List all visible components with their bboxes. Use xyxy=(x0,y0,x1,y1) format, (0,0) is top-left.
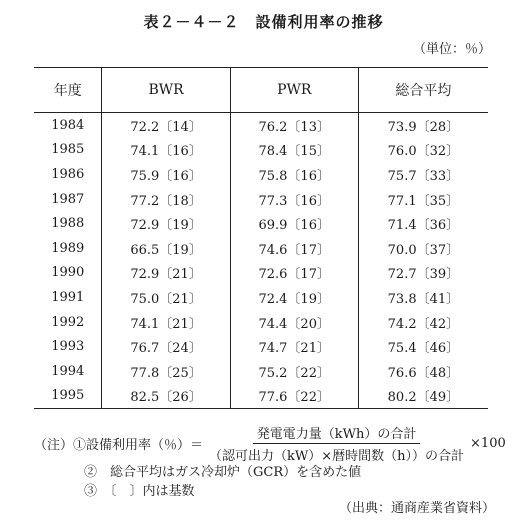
cell-pwr: 72.4〔19〕 xyxy=(230,285,358,310)
table-row xyxy=(34,162,488,187)
table-header-row xyxy=(34,68,488,113)
cell-average: 73.9〔28〕 xyxy=(358,113,488,138)
cell-pwr: 69.9〔16〕 xyxy=(230,211,358,236)
cell-bwr: 75.0〔21〕 xyxy=(102,285,230,310)
note-1-prefix: （注）①設備利用率（％）＝ xyxy=(34,438,204,453)
utilization-table xyxy=(34,67,488,409)
cell-average: 70.0〔37〕 xyxy=(358,236,488,261)
cell-pwr: 74.4〔20〕 xyxy=(230,310,358,335)
cell-average: 80.2〔49〕 xyxy=(358,384,488,409)
table-row xyxy=(34,285,488,310)
table-row xyxy=(34,261,488,286)
cell-bwr: 77.8〔25〕 xyxy=(102,359,230,384)
cell-year: 1984 xyxy=(51,117,85,133)
cell-pwr: 72.6〔17〕 xyxy=(230,261,358,286)
cell-year: 1992 xyxy=(51,314,85,330)
table-row xyxy=(34,310,488,335)
cell-bwr: 74.1〔16〕 xyxy=(102,138,230,163)
cell-pwr: 78.4〔15〕 xyxy=(230,138,358,163)
table-row xyxy=(34,113,488,138)
cell-bwr: 77.2〔18〕 xyxy=(102,187,230,212)
cell-bwr: 82.5〔26〕 xyxy=(102,384,230,409)
note-2: ② 総合平均はガス冷却炉（GCR）を含めた値 xyxy=(84,465,362,480)
cell-year: 1985 xyxy=(51,142,85,158)
cell-pwr: 75.2〔22〕 xyxy=(230,359,358,384)
cell-average: 76.0〔32〕 xyxy=(358,138,488,163)
table-row xyxy=(34,138,488,163)
cell-average: 75.4〔46〕 xyxy=(358,334,488,359)
formula-fraction xyxy=(205,423,468,464)
note-3: ③ 〔 〕内は基数 xyxy=(84,484,195,499)
notes xyxy=(34,423,506,464)
cell-year: 1993 xyxy=(51,339,85,355)
table-row xyxy=(34,187,488,212)
table-row xyxy=(34,334,488,359)
cell-average: 77.1〔35〕 xyxy=(358,187,488,212)
cell-average: 73.8〔41〕 xyxy=(358,285,488,310)
cell-average: 75.7〔33〕 xyxy=(358,162,488,187)
table-title: 表２－４－２ 設備利用率の推移 xyxy=(143,13,384,31)
formula-denominator: （認可出力（kW）×暦時間数（h））の合計 xyxy=(209,449,465,464)
note-1-suffix: ×100 xyxy=(470,436,506,451)
cell-pwr: 74.7〔21〕 xyxy=(230,334,358,359)
cell-year: 1986 xyxy=(51,166,85,182)
header-year: 年度 xyxy=(34,68,102,113)
header-average: 総合平均 xyxy=(358,68,488,113)
note-1-formula xyxy=(34,423,506,464)
cell-year: 1994 xyxy=(51,363,85,379)
cell-bwr: 72.9〔19〕 xyxy=(102,211,230,236)
cell-bwr: 66.5〔19〕 xyxy=(102,236,230,261)
formula-numerator: 発電電力量（kWh）の合計 xyxy=(253,423,421,444)
table-row xyxy=(34,384,488,409)
cell-bwr: 74.1〔21〕 xyxy=(102,310,230,335)
cell-pwr: 75.8〔16〕 xyxy=(230,162,358,187)
cell-year: 1995 xyxy=(34,384,102,409)
table-row xyxy=(34,236,488,261)
cell-pwr: 77.3〔16〕 xyxy=(230,187,358,212)
table-row xyxy=(34,359,488,384)
table-row xyxy=(34,211,488,236)
cell-bwr: 76.7〔24〕 xyxy=(102,334,230,359)
cell-average: 74.2〔42〕 xyxy=(358,310,488,335)
cell-pwr: 74.6〔17〕 xyxy=(230,236,358,261)
cell-average: 76.6〔48〕 xyxy=(358,359,488,384)
table-body xyxy=(34,113,488,409)
cell-year: 1990 xyxy=(51,265,85,281)
cell-average: 71.4〔36〕 xyxy=(358,211,488,236)
header-pwr: PWR xyxy=(230,68,358,113)
cell-pwr: 76.2〔13〕 xyxy=(230,113,358,138)
cell-bwr: 75.9〔16〕 xyxy=(102,162,230,187)
cell-year: 1988 xyxy=(51,216,85,232)
cell-pwr: 77.6〔22〕 xyxy=(230,384,358,409)
cell-year: 1989 xyxy=(51,240,85,256)
cell-year: 1987 xyxy=(51,191,85,207)
unit-label: （単位：％） xyxy=(412,42,491,57)
header-bwr: BWR xyxy=(102,68,230,113)
source-label: （出典：通商産業省資料） xyxy=(338,501,495,516)
cell-bwr: 72.9〔21〕 xyxy=(102,261,230,286)
cell-bwr: 72.2〔14〕 xyxy=(102,113,230,138)
cell-average: 72.7〔39〕 xyxy=(358,261,488,286)
cell-year: 1991 xyxy=(51,289,85,305)
